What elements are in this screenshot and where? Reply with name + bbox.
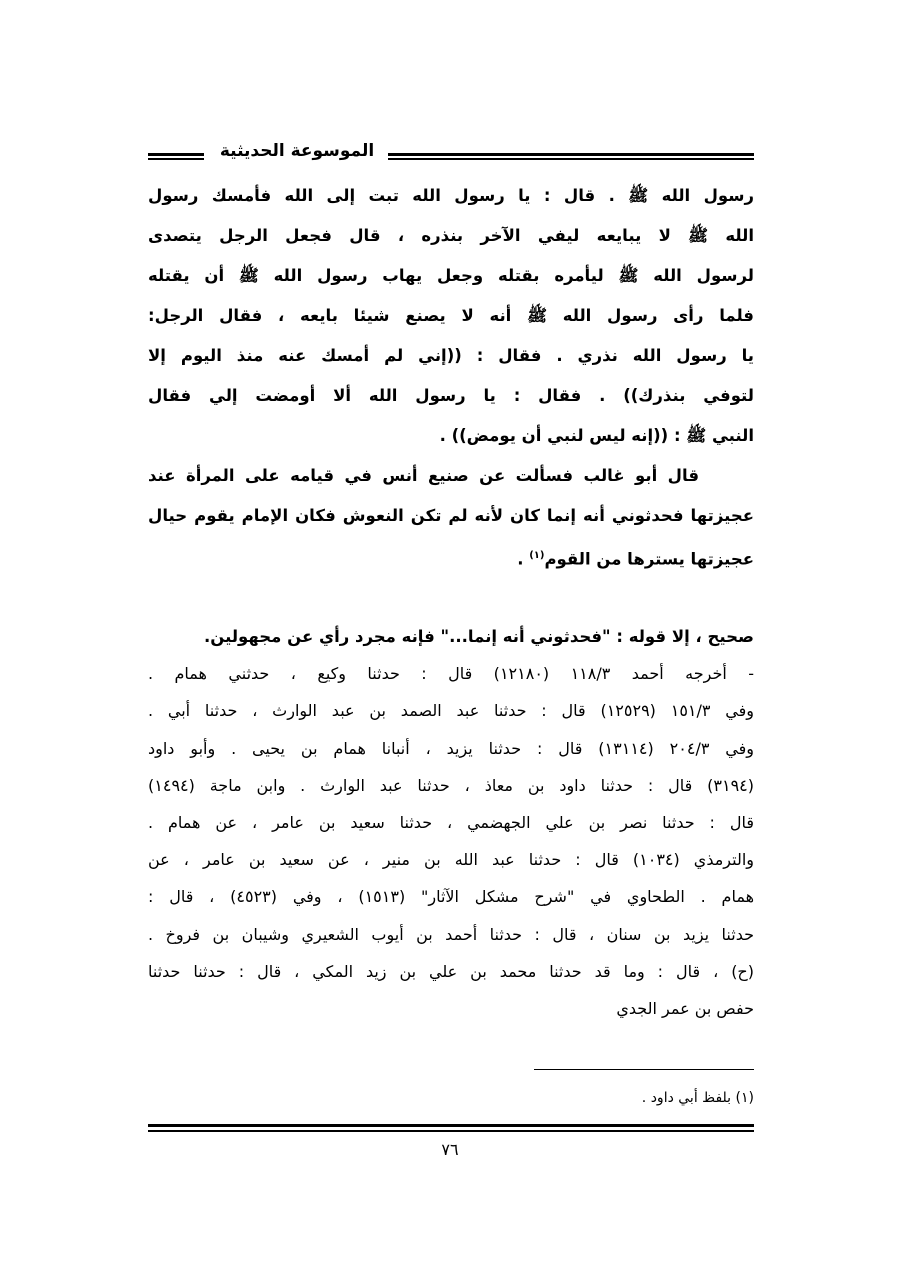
takhrij-line: حفص بن عمر الجدي [616,998,754,1018]
takhrij-line: حدثنا يزيد بن سنان ، قال : حدثنا أحمد بن أيوب الشعيري وشيبان بن فروخ . [148,924,754,944]
para2-last-text: عجيزتها يسترها من القوم [544,549,754,569]
text-line [148,536,754,576]
hadith-text [148,176,754,576]
text-line: رسول الله ﷺ . قال : يا رسول الله تبت إلى الله فأمسك رسول [148,186,754,205]
header-rule-left [148,153,204,156]
footnote-marker: (١) [529,550,545,561]
page-number: ٧٦ [441,1140,459,1159]
takhrij-line: قال : حدثنا نصر بن علي الجهضمي ، حدثنا سعيد بن عامر ، عن همام . [148,812,754,832]
takhrij-line: همام . الطحاوي في "شرح مشكل الآثار" (١٥١٣) ، وفي (٤٥٢٣) ، قال : [148,887,754,907]
grade-line: صحيح ، إلا قوله : "فحدثوني أنه إنما..." فإنه مجرد رأي عن مجهولين. [203,627,754,646]
running-header [148,141,754,171]
footnote-separator [534,1069,754,1070]
para2-end-text: . [517,549,530,569]
takhrij-line: - أخرجه أحمد ١١٨/٣ (١٢١٨٠) قال : حدثنا وكيع ، حدثني همام . [148,664,754,684]
text-line: عجيزتها فحدثوني أنه إنما كان لأنه لم تكن النعوش فكان الإمام يقوم حيال [148,506,754,525]
text-line: يا رسول الله نذري . فقال : ((إني لم أمسك عنه منذ اليوم إلا [148,346,754,365]
text-line: قال أبو غالب فسألت عن صنيع أنس في قيامه على المرأة عند [148,466,699,485]
takhrij-line: وفي ١٥١/٣ (١٢٥٢٩) قال : حدثنا عبد الصمد بن عبد الوارث ، حدثنا أبي . [148,701,754,721]
takhrij-line: (٣١٩٤) قال : حدثنا داود بن معاذ ، حدثنا عبد الوارث . وابن ماجة (١٤٩٤) [148,775,754,795]
footnote: (١) بلفظ أبي داود . [641,1090,754,1106]
header-rule-right [388,153,754,156]
text-line: فلما رأى رسول الله ﷺ أنه لا يصنع شيئا بايعه ، فقال الرجل: [148,306,754,325]
text-line: لتوفي بنذرك)) . فقال : يا رسول الله ألا أومضت إلي فقال [148,386,754,405]
text-line: النبي ﷺ : ((إنه ليس لنبي أن يومض)) . [439,426,754,445]
takhrij-section [148,618,754,1027]
takhrij-line: وفي ٢٠٤/٣ (١٣١١٤) قال : حدثنا يزيد ، أنبانا همام بن يحيى . وأبو داود [148,738,754,758]
takhrij-line: والترمذي (١٠٣٤) قال : حدثنا عبد الله بن منير ، عن سعيد بن عامر ، عن [148,850,754,870]
text-line: الله ﷺ لا يبايعه ليفي الآخر بنذره ، قال فجعل الرجل يتصدى [148,226,754,245]
text-line: لرسول الله ﷺ ليأمره بقتله وجعل يهاب رسول الله ﷺ أن يقتله [148,266,754,285]
takhrij-line: (ح) ، قال : وما قد حدثنا محمد بن علي بن زيد المكي ، قال : حدثنا حدثنا [148,961,754,981]
header-title: الموسوعة الحديثية [219,141,375,161]
footer-rule [148,1124,754,1127]
